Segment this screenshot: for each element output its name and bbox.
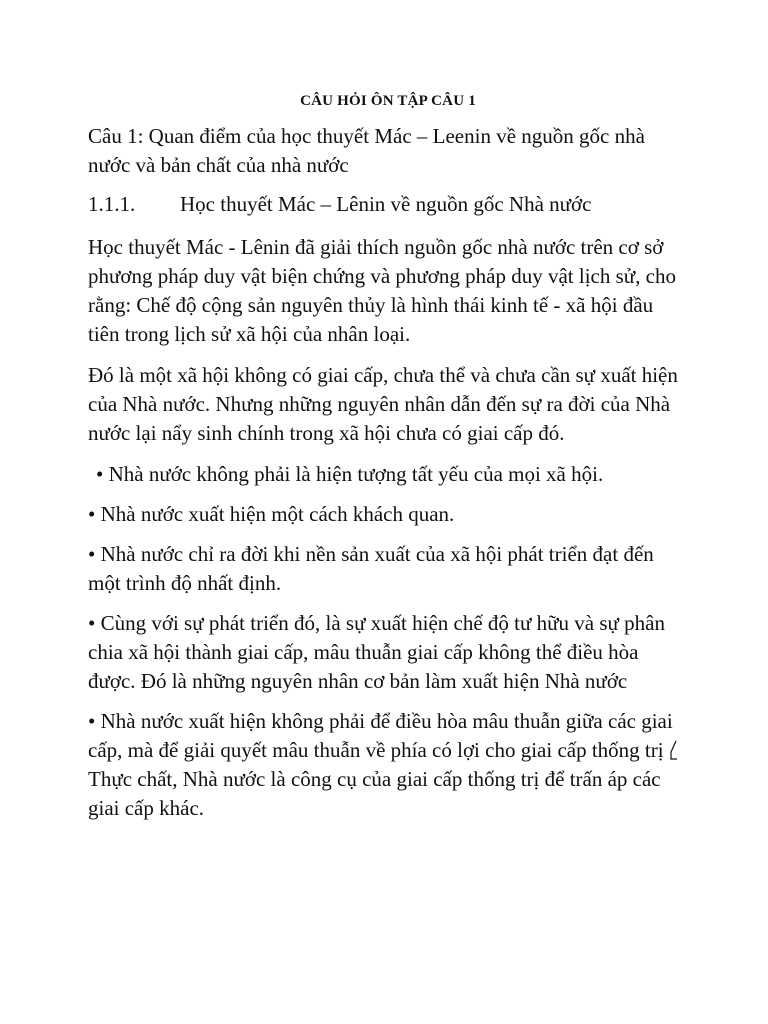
bullet-item: • Nhà nước không phải là hiện tượng tất yếu của mọi xã hội. — [96, 462, 604, 486]
paragraph: Đó là một xã hội không có giai cấp, chưa thể và chưa cần sự xuất hiện của Nhà nước. Nhưng những nguyên nhân dẫn đến sự ra đời của Nhà nước lại nẩy sinh chính trong xã hội chưa có giai cấp đó. — [88, 363, 678, 445]
bullet-item: • Cùng với sự phát triển đó, là sự xuất hiện chế độ tư hữu và sự phân chia xã hội thành giai cấp, mâu thuẫn giai cấp không thể điều hòa được. Đó là những nguyên nhân cơ bản làm xuất hiện Nhà nước — [88, 611, 665, 693]
document-page — [88, 92, 688, 834]
document-title: CÂU HỎI ÔN TẬP CÂU 1 — [300, 93, 476, 109]
bullet-text-part2: Thực chất, Nhà nước là công cụ của giai cấp thống trị để trấn áp các giai cấp khác. — [88, 767, 661, 820]
bullet-text-part1: • Nhà nước xuất hiện không phải để điều hòa mâu thuẫn giữa các giai cấp, mà để giải quyết mâu thuẫn về phía có lợi cho giai cấp thống trị — [88, 709, 673, 762]
section-heading — [88, 190, 688, 219]
section-title: Học thuyết Mác – Lênin về nguồn gốc Nhà nước — [180, 192, 592, 216]
bullet-item: • Nhà nước xuất hiện một cách khách quan. — [88, 502, 455, 526]
bullet-item: • Nhà nước chỉ ra đời khi nền sản xuất của xã hội phát triển đạt đến một trình độ nhất định. — [88, 542, 654, 595]
question-text: Câu 1: Quan điểm của học thuyết Mác – Leenin về nguồn gốc nhà nước và bản chất của nhà nước — [88, 124, 645, 177]
paragraph: Học thuyết Mác - Lênin đã giải thích nguồn gốc nhà nước trên cơ sở phương pháp duy vật biện chứng và phương pháp duy vật lịch sử, cho rằng: Chế độ cộng sản nguyên thủy là hình thái kinh tế - xã hội đầu tiên trong lịch sử xã hội của nhân loại. — [88, 235, 676, 346]
arrow-glyph-icon — [669, 740, 678, 760]
section-number: 1.1.1. — [88, 192, 136, 216]
bullet-item-last — [88, 707, 688, 823]
